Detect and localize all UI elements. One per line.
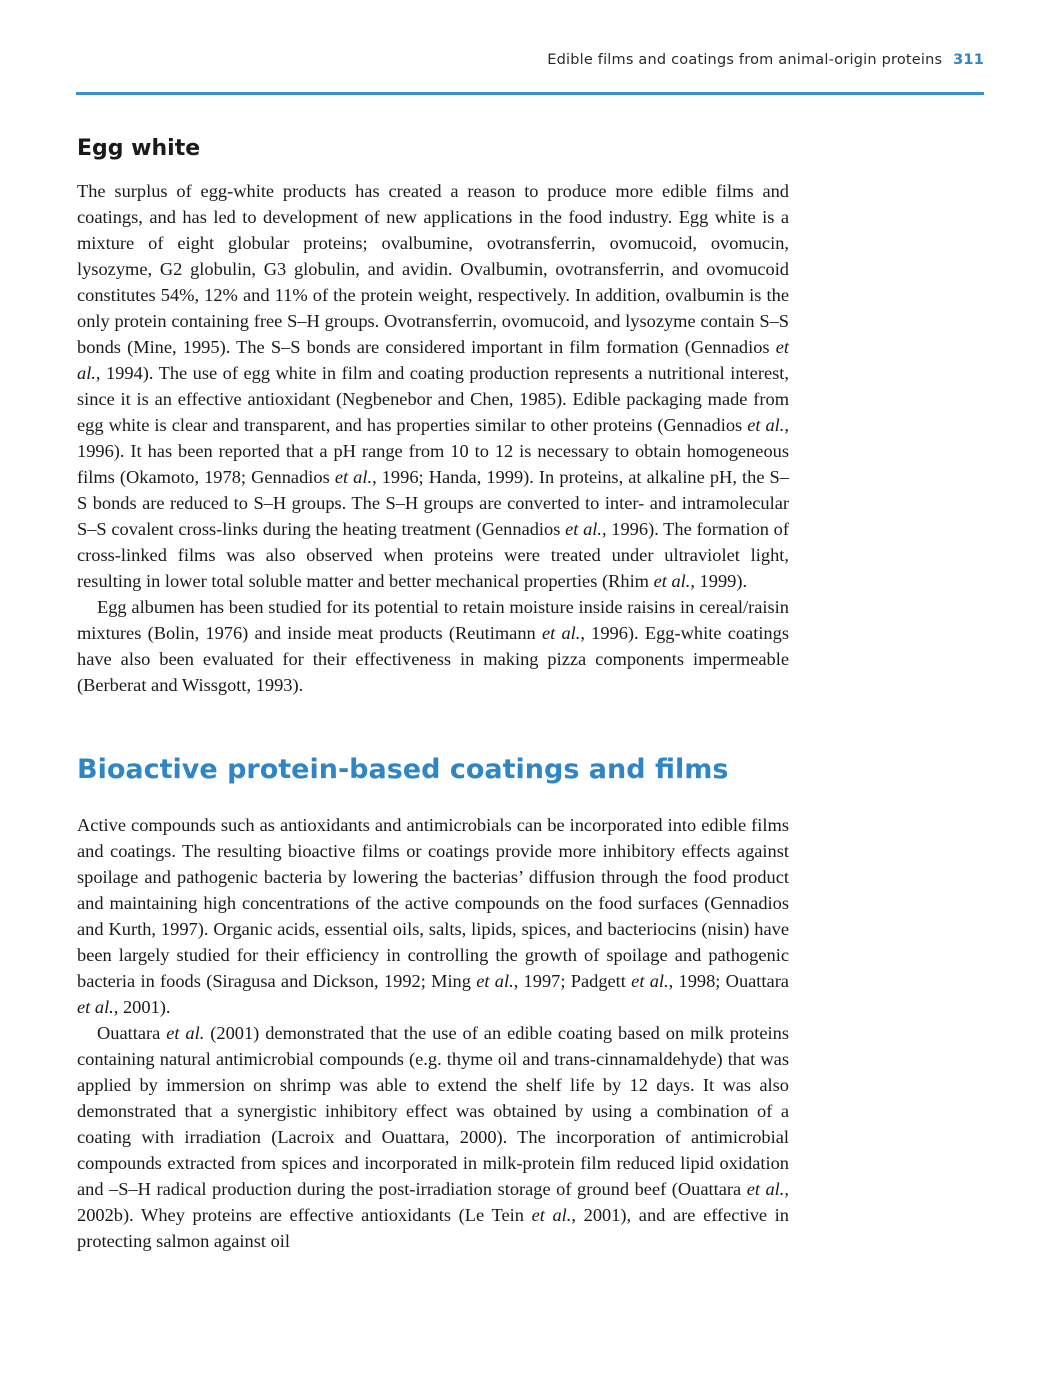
text-run: Active compounds such as antioxidants and antimicrobials can be incorporated into edible films and coatings. The resulting bioactive films or coatings provide more inhibitory effects against spoilage and pathogenic bacteria by lowering the bacterias’ diffusion through the food product and maintaining high concentrations of the active compounds on the food surfaces (Gennadios and Kurth, 1997). Organic acids, essential oils, salts, lipids, spices, and bacteriocins (nisin) have been largely studied for their efficiency in controlling the growth of spoilage and pathogenic bacteria in foods (Siragusa and Dickson, 1992; Ming xyxy=(77,815,789,991)
running-head xyxy=(547,52,984,68)
text-run: , 1996). It has been reported that a pH range from 10 to 12 is necessary to obtain homogeneous films (Okamoto, 1978; Gennadios xyxy=(77,415,789,487)
italic-text: et al. xyxy=(746,1179,785,1199)
text-run: Ouattara xyxy=(97,1023,167,1043)
italic-text: et al. xyxy=(77,997,114,1017)
italic-text: et al. xyxy=(653,571,691,591)
text-run: , 1997; Padgett xyxy=(513,971,632,991)
text-run: , 2001). xyxy=(113,997,171,1017)
italic-text: et al. xyxy=(631,971,669,991)
italic-text: et al. xyxy=(531,1205,572,1225)
egg-white-paragraph-2 xyxy=(77,594,789,698)
text-run: , 2001), and are effective in protecting salmon against oil xyxy=(77,1205,789,1251)
text-run: , 1996). The formation of cross-linked films was also observed when proteins were treated under ultraviolet light, resulting in lower total soluble matter and better mechanical properties (Rhim xyxy=(77,519,789,591)
running-title: Edible films and coatings from animal-origin proteins xyxy=(547,52,943,68)
egg-white-paragraph-1 xyxy=(77,178,789,594)
text-run: , 1994). The use of egg white in film and coating production represents a nutritional interest, since it is an effective antioxidant (Negbenebor and Chen, 1985). Edible packaging made from egg white is clear and transparent, and has properties similar to other proteins (Gennadios xyxy=(77,363,789,435)
page-body xyxy=(77,134,789,1254)
text-run: , 1999). xyxy=(690,571,748,591)
italic-text: et al. xyxy=(541,623,581,643)
italic-text: et al. xyxy=(565,519,602,539)
italic-text: et al. xyxy=(334,467,373,487)
page-number: 311 xyxy=(953,52,984,68)
text-run: , 2002b). Whey proteins are effective antioxidants (Le Tein xyxy=(77,1179,789,1225)
italic-text: et al. xyxy=(476,971,514,991)
bioactive-paragraph-2 xyxy=(77,1020,789,1254)
egg-white-heading: Egg white xyxy=(77,136,201,161)
bioactive-section-heading: Bioactive protein-based coatings and films xyxy=(77,754,729,785)
text-run: (2001) demonstrated that the use of an edible coating based on milk proteins containing natural antimicrobial compounds (e.g. thyme oil and trans-cinnamaldehyde) that was applied by immersion on shrimp was able to extend the shelf life by 12 days. It was also demonstrated that a synergistic inhibitory effect was obtained by using a combination of a coating with irradiation (Lacroix and Ouattara, 2000). The incorporation of antimicrobial compounds extracted from spices and incorporated in milk-protein film reduced lipid oxidation and –S–H radical production during the post-irradiation storage of ground beef (Ouattara xyxy=(77,1023,789,1199)
italic-text: et al. xyxy=(747,415,785,435)
text-run: The surplus of egg-white products has created a reason to produce more edible films and coatings, and has led to development of new applications in the food industry. Egg white is a mixture of eight globular proteins; ovalbumine, ovotransferrin, ovomucoid, ovomucin, lysozyme, G2 globulin, G3 globulin, and avidin. Ovalbumin, ovotransferrin, and ovomucoid constitutes 54%, 12% and 11% of the protein weight, respectively. In addition, ovalbumin is the only protein containing free S–H groups. Ovotransferrin, ovomucoid, and lysozyme contain S–S bonds (Mine, 1995). The S–S bonds are considered important in film formation (Gennadios xyxy=(77,181,789,357)
text-run: , 1996; Handa, 1999). In proteins, at alkaline pH, the S–S bonds are reduced to S–H groups. The S–H groups are converted to inter- and intramolecular S–S covalent cross-links during the heating treatment (Gennadios xyxy=(77,467,789,539)
header-rule xyxy=(76,92,984,95)
bioactive-paragraph-1 xyxy=(77,812,789,1020)
text-run: , 1998; Ouattara xyxy=(668,971,789,991)
text-run: , 1996). Egg-white coatings have also been evaluated for their effectiveness in making pizza components impermeable (Berberat and Wissgott, 1993). xyxy=(77,623,789,695)
text-run: Egg albumen has been studied for its potential to retain moisture inside raisins in cereal/raisin mixtures (Bolin, 1976) and inside meat products (Reutimann xyxy=(77,597,789,643)
italic-text: et al. xyxy=(77,337,789,383)
italic-text: et al. xyxy=(166,1023,205,1043)
